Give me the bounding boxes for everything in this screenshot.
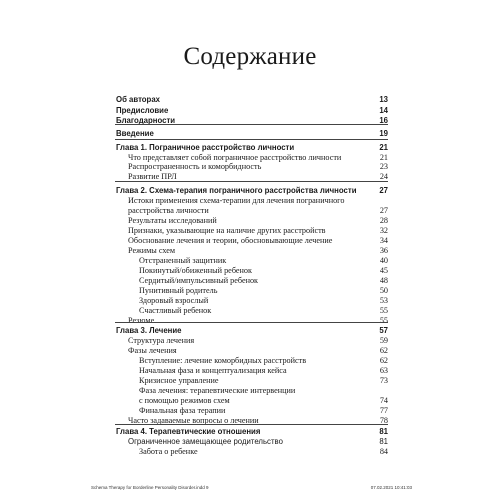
toc-heading: [0, 186, 500, 196]
toc-entry-title: Глава 3. Лечение: [116, 326, 182, 335]
toc-entry-title: Начальная фаза и концептуализация кейса: [139, 366, 287, 375]
toc-entry-page: 55: [379, 306, 388, 315]
toc-entry-page: 62: [379, 346, 388, 355]
footer-file-label: Schema Therapy for Borderline Personality Disorder.indd 9: [91, 485, 209, 490]
toc-entry-title: Резюме: [128, 316, 155, 325]
toc-entry-page: 27: [379, 206, 388, 215]
toc-entry: [0, 396, 500, 406]
toc-entry-page: 36: [379, 246, 388, 255]
toc-entry-page: 24: [379, 172, 388, 181]
toc-heading: [0, 427, 500, 437]
toc-entry-page: 78: [379, 416, 388, 425]
toc-entry-page: 84: [379, 447, 388, 456]
toc-entry: [0, 286, 500, 296]
toc-entry-title: Что представляет собой пограничное расстройство личности: [128, 153, 342, 162]
toc-entry-page: 40: [379, 256, 388, 265]
toc-entry: [0, 296, 500, 306]
toc-entry-page: 28: [379, 216, 388, 225]
toc-entry: [0, 216, 500, 226]
toc-entry-title: Результаты исследований: [128, 216, 217, 225]
toc-entry-page: 16: [379, 116, 388, 125]
toc-entry-page: 57: [379, 326, 388, 335]
toc-entry: [0, 386, 500, 396]
toc-entry-page: 55: [379, 316, 388, 325]
toc-entry-title: Отстраненный защитник: [139, 256, 227, 265]
toc-heading: [0, 326, 500, 336]
toc-entry-page: 77: [379, 406, 388, 415]
toc-entry-page: 21: [379, 153, 388, 162]
toc-entry-title: с помощью режимов схем: [139, 396, 230, 405]
toc-entry-page: 62: [379, 356, 388, 365]
toc-entry-page: 81: [379, 427, 388, 436]
toc-entry-title: Введение: [116, 129, 154, 138]
toc-entry-page: 32: [379, 226, 388, 235]
section-divider: [115, 322, 388, 323]
toc-entry-title: Здоровый взрослый: [139, 296, 209, 305]
toc-entry-title: Глава 1. Пограничное расстройство личности: [116, 143, 295, 152]
toc-entry-page: 34: [379, 236, 388, 245]
toc-entry-page: 21: [379, 143, 388, 152]
page-title: Содержание: [183, 43, 317, 70]
toc-heading: [0, 95, 500, 105]
toc-entry: [0, 226, 500, 236]
toc-entry-title: Благодарности: [116, 116, 176, 125]
toc-entry-page: 45: [379, 266, 388, 275]
toc-entry-page: 53: [379, 296, 388, 305]
toc-entry-title: Кризисное управление: [139, 376, 219, 385]
toc-entry-page: 74: [379, 396, 388, 405]
toc-entry-title: Развитие ПРЛ: [128, 172, 177, 181]
toc-entry-title: Счастливый ребенок: [139, 306, 212, 315]
toc-entry-page: 63: [379, 366, 388, 375]
toc-entry: [0, 316, 500, 326]
toc-entry: [0, 356, 500, 366]
print-footer: [0, 485, 500, 495]
toc-entry-title: расстройства личности: [128, 206, 209, 215]
toc-entry-title: Признаки, указывающие на наличие других расстройств: [128, 226, 326, 235]
toc-entry: [0, 162, 500, 172]
toc-entry: [0, 306, 500, 316]
toc-entry-title: Распространенность и коморбидность: [128, 162, 262, 171]
toc-entry-page: 14: [379, 106, 388, 115]
section-divider: [115, 424, 388, 425]
toc-entry: [0, 376, 500, 386]
toc-entry: [0, 437, 500, 447]
toc-entry-title: Фаза лечения: терапевтические интервенции: [139, 386, 296, 395]
toc-entry: [0, 276, 500, 286]
toc-entry-title: Структура лечения: [128, 336, 195, 345]
toc-entry-title: Ограниченное замещающее родительство: [128, 437, 283, 446]
toc-entry-title: Фазы лечения: [128, 346, 177, 355]
toc-entry-title: Обоснование лечения и теории, обосновывающие лечение: [128, 236, 333, 245]
toc-heading: [0, 143, 500, 153]
toc-entry-page: 81: [379, 437, 388, 446]
toc-entry: [0, 406, 500, 416]
toc-entry-title: Глава 2. Схема-терапия пограничного расстройства личности: [116, 186, 357, 195]
toc-entry-title: Глава 4. Терапевтические отношения: [116, 427, 261, 436]
toc-entry-title: Режимы схем: [128, 246, 176, 255]
toc-entry-title: Забота о ребенке: [139, 447, 198, 456]
toc-entry: [0, 346, 500, 356]
toc-heading: [0, 129, 500, 139]
footer-timestamp: 07.02.2021 10:41:03: [370, 485, 412, 490]
toc-entry: [0, 266, 500, 276]
toc-entry-title: Об авторах: [116, 95, 160, 104]
toc-entry: [0, 447, 500, 457]
toc-entry-title: Пунитивный родитель: [139, 286, 218, 295]
section-divider: [115, 139, 388, 140]
toc-entry-page: 59: [379, 336, 388, 345]
toc-entry-page: 23: [379, 162, 388, 171]
toc-entry-title: Покинутый/обиженный ребенок: [139, 266, 252, 275]
toc-entry-title: Вступление: лечение коморбидных расстройств: [139, 356, 307, 365]
toc-entry-title: Финальная фаза терапии: [139, 406, 226, 415]
toc-entry: [0, 256, 500, 266]
toc-entry-title: Предисловие: [116, 106, 169, 115]
section-divider: [115, 124, 388, 125]
toc-entry: [0, 196, 500, 206]
toc-entry-page: 13: [379, 95, 388, 104]
section-divider: [115, 181, 388, 182]
toc-entry-title: Сердитый/импульсивный ребенок: [139, 276, 259, 285]
toc-entry: [0, 236, 500, 246]
toc-entry: [0, 336, 500, 346]
toc-entry-title: Часто задаваемые вопросы о лечении: [128, 416, 259, 425]
toc-entry-page: 48: [379, 276, 388, 285]
toc-entry: [0, 206, 500, 216]
toc-heading: [0, 106, 500, 116]
toc-entry-title: Истоки применения схема-терапии для лечения пограничного: [128, 196, 345, 205]
toc-entry-page: 27: [379, 186, 388, 195]
toc-entry-page: 19: [379, 129, 388, 138]
toc-entry: [0, 366, 500, 376]
toc-entry-page: 73: [379, 376, 388, 385]
toc-entry-page: 50: [379, 286, 388, 295]
toc-entry: [0, 246, 500, 256]
